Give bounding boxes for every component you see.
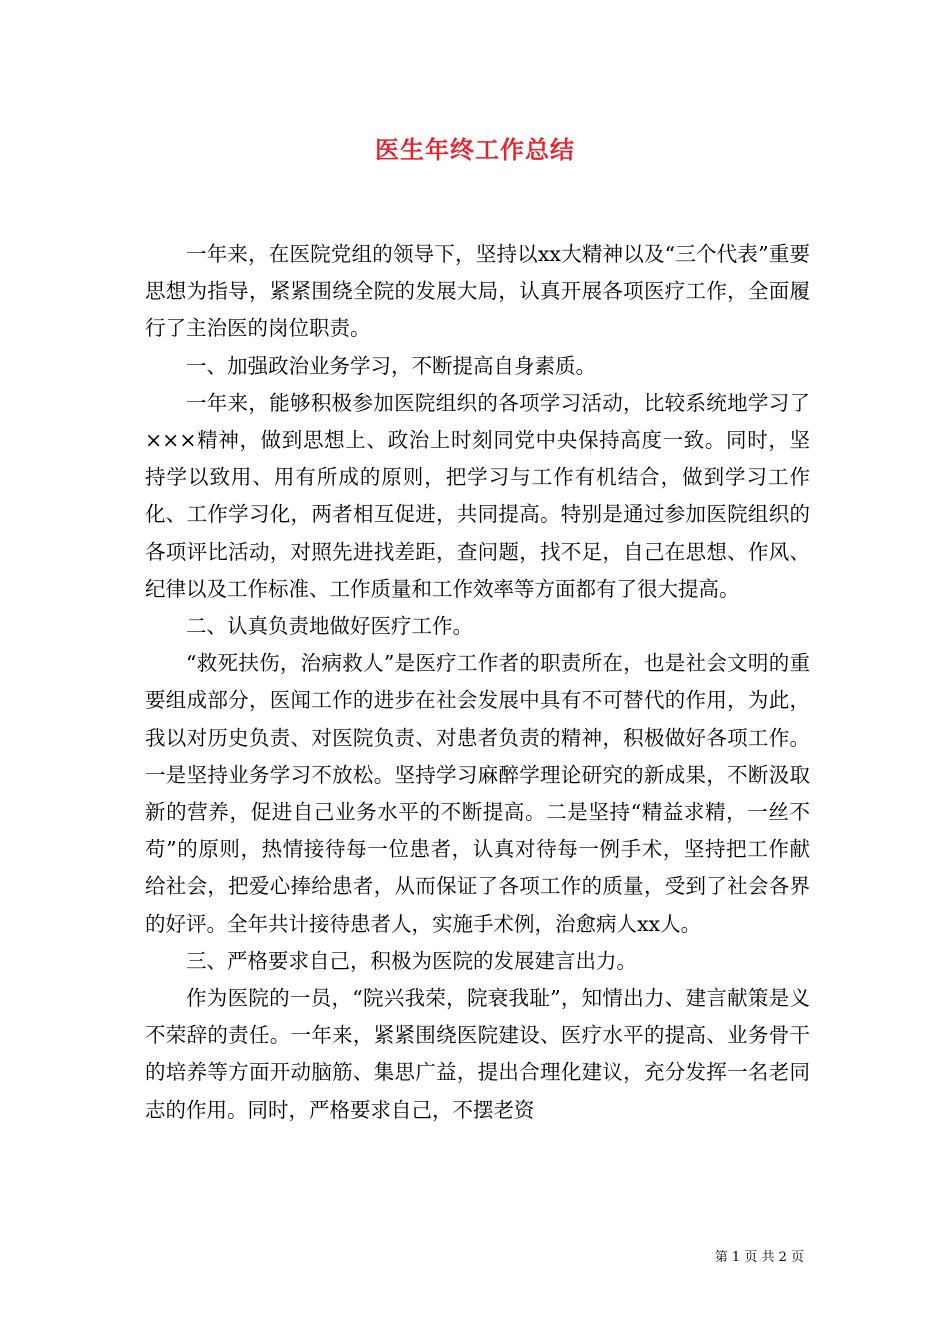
- paragraph-intro: 一年来，在医院党组的领导下，坚持以xx大精神以及“三个代表”重要思想为指导，紧紧围绕全院的发展大局，认真开展各项医疗工作，全面履行了主治医的岗位职责。: [145, 242, 810, 341]
- page-number: 第 1 页 共 2 页: [714, 1250, 804, 1265]
- paragraph-section-2: “救死扶伤，治病救人”是医疗工作者的职责所在，也是社会文明的重要组成部分，医闻工作的进步在社会发展中具有不可替代的作用，为此，我以对历史负责、对医院负责、对患者负责的精神，积极做好各项工作。一是坚持业务学习不放松。坚持学习麻醉学理论研究的新成果，不断汲取新的营养，促进自己业务水平的不断提高。二是坚持“精益求精，一丝不苟”的原则，热情接待每一位患者，认真对待每一例手术，坚持把工作献给社会，把爱心捧给患者，从而保证了各项工作的质量，受到了社会各界的好评。全年共计接待患者人，实施手术例，治愈病人xx人。: [145, 651, 810, 936]
- section-heading-1: 一、加强政治业务学习，不断提高自身素质。: [186, 353, 596, 378]
- section-heading-2: 二、认真负责地做好医疗工作。: [186, 614, 473, 639]
- document-body: [145, 236, 810, 1129]
- document-title: 医生年终工作总结: [375, 135, 575, 164]
- paragraph-section-1: 一年来，能够积极参加医院组织的各项学习活动，比较系统地学习了×××精神，做到思想上、政治上时刻同党中央保持高度一致。同时，坚持学以致用、用有所成的原则，把学习与工作有机结合，做到学习工作化、工作学习化，两者相互促进，共同提高。特别是通过参加医院组织的各项评比活动，对照先进找差距，查问题，找不足，自己在思想、作风、纪律以及工作标准、工作质量和工作效率等方面都有了很大提高。: [145, 390, 810, 601]
- section-heading-3: 三、严格要求自己，积极为医院的发展建言出力。: [186, 948, 637, 973]
- paragraph-section-3: 作为医院的一员，“院兴我荣，院衰我耻”，知情出力、建言献策是义不荣辞的责任。一年来，紧紧围绕医院建设、医疗水平的提高、业务骨干的培养等方面开动脑筋、集思广益，提出合理化建议，充分发挥一名老同志的作用。同时，严格要求自己，不摆老资: [145, 986, 810, 1122]
